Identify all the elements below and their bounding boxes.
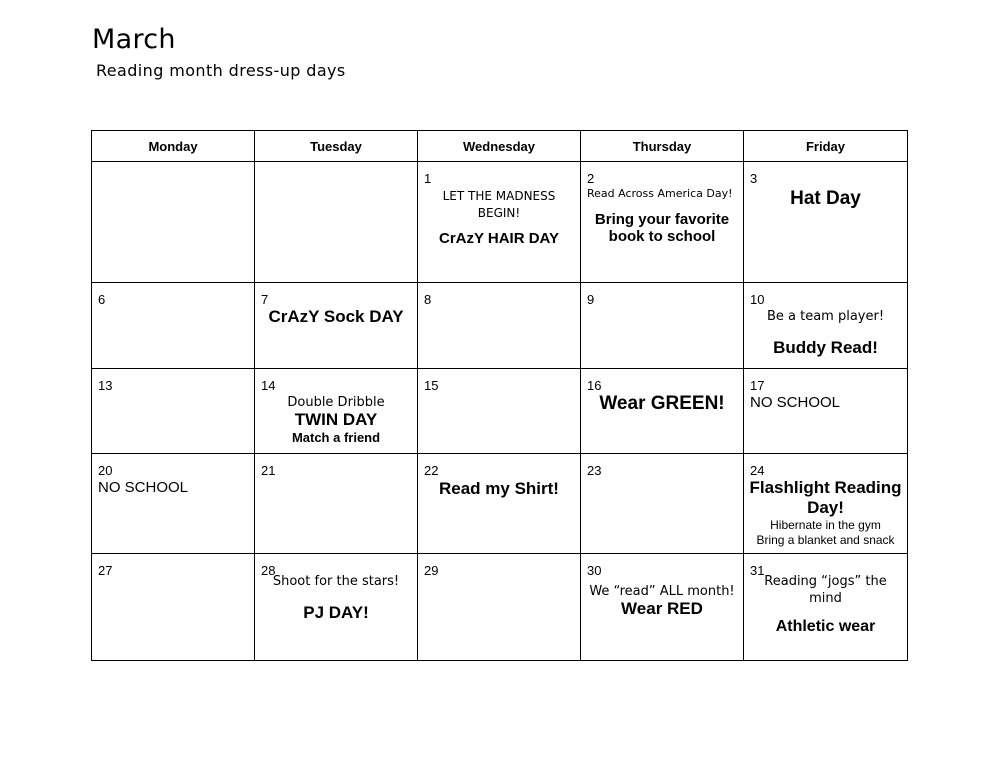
day-number: 1 [424,171,432,186]
day-cell-30 [581,554,744,661]
day-number: 9 [587,292,595,307]
day-number: 27 [98,563,113,578]
event-note: Be a team player! [766,309,885,324]
day-cell-7 [255,283,418,369]
day-cell-10 [744,283,908,369]
event-note: BEGIN! [477,206,521,220]
day-cell-23 [581,454,744,554]
weekday-header-row [92,131,908,162]
event-note: We “read” ALL month! [589,584,735,599]
day-cell-14 [255,369,418,454]
day-number: 2 [587,171,595,186]
week-row-2 [92,283,908,369]
day-cell-13 [92,369,255,454]
day-number: 8 [424,292,432,307]
day-number: 6 [98,292,106,307]
event-title: Flashlight Reading [749,478,902,497]
event-title: Day! [807,498,844,517]
day-cell-27 [92,554,255,661]
day-cell-1 [418,162,581,283]
header-tuesday: Tuesday [255,131,418,162]
day-number: 28 [261,563,276,578]
event-note: Read Across America Day! [587,187,733,200]
event-title: CrAzY Sock DAY [268,307,404,326]
week-row-3 [92,369,908,454]
event-note: Reading “jogs” the [764,574,887,589]
day-number: 20 [98,463,113,478]
day-number: 21 [261,463,276,478]
day-cell-20 [92,454,255,554]
day-cell-2 [581,162,744,283]
day-number: 13 [98,378,113,393]
day-number: 17 [750,378,765,393]
day-number: 22 [424,463,439,478]
event-title: Buddy Read! [773,338,878,357]
day-cell-24 [744,454,908,554]
day-cell-17 [744,369,908,454]
day-cell-15 [418,369,581,454]
march-calendar [91,130,908,661]
event-note: Bring a blanket and snack [756,533,895,547]
day-number: 7 [261,292,269,307]
event-title: Athletic wear [775,618,876,635]
event-title: NO SCHOOL [98,479,189,496]
day-number: 23 [587,463,602,478]
header-friday: Friday [744,131,908,162]
event-title: book to school [608,228,716,245]
event-title: CrAzY HAIR DAY [438,230,560,247]
day-number: 29 [424,563,439,578]
event-title: TWIN DAY [294,410,378,429]
event-note: LET THE MADNESS [442,189,556,203]
event-note: Hibernate in the gym [770,518,881,532]
header-thursday: Thursday [581,131,744,162]
day-cell-6 [92,283,255,369]
day-number: 3 [750,171,758,186]
event-title: Wear GREEN! [599,393,725,414]
day-cell-21 [255,454,418,554]
event-title: Bring your favorite [594,211,730,228]
event-title: NO SCHOOL [750,394,841,411]
week-row-4 [92,454,908,554]
day-cell-empty [255,162,418,283]
day-cell-9 [581,283,744,369]
day-number: 31 [750,563,765,578]
day-cell-16 [581,369,744,454]
event-title: Wear RED [621,599,703,618]
event-title: PJ DAY! [303,603,369,622]
day-cell-31 [744,554,908,661]
day-cell-22 [418,454,581,554]
event-title: Read my Shirt! [439,479,559,498]
page-title: March [92,24,176,55]
day-number: 14 [261,378,276,393]
day-number: 15 [424,378,439,393]
day-cell-29 [418,554,581,661]
day-cell-empty [92,162,255,283]
header-monday: Monday [92,131,255,162]
day-cell-3 [744,162,908,283]
week-row-5 [92,554,908,661]
event-note: mind [809,591,842,606]
day-number: 10 [750,292,765,307]
day-number: 24 [750,463,765,478]
event-note: Double Dribble [287,395,385,410]
page-subtitle: Reading month dress-up days [96,61,346,80]
event-title: Hat Day [790,188,861,209]
day-cell-28 [255,554,418,661]
day-number: 30 [587,563,602,578]
day-number: 16 [587,378,602,393]
header-wednesday: Wednesday [418,131,581,162]
event-subtitle: Match a friend [291,430,381,445]
day-cell-8 [418,283,581,369]
week-row-1 [92,162,908,283]
event-note: Shoot for the stars! [272,574,400,589]
